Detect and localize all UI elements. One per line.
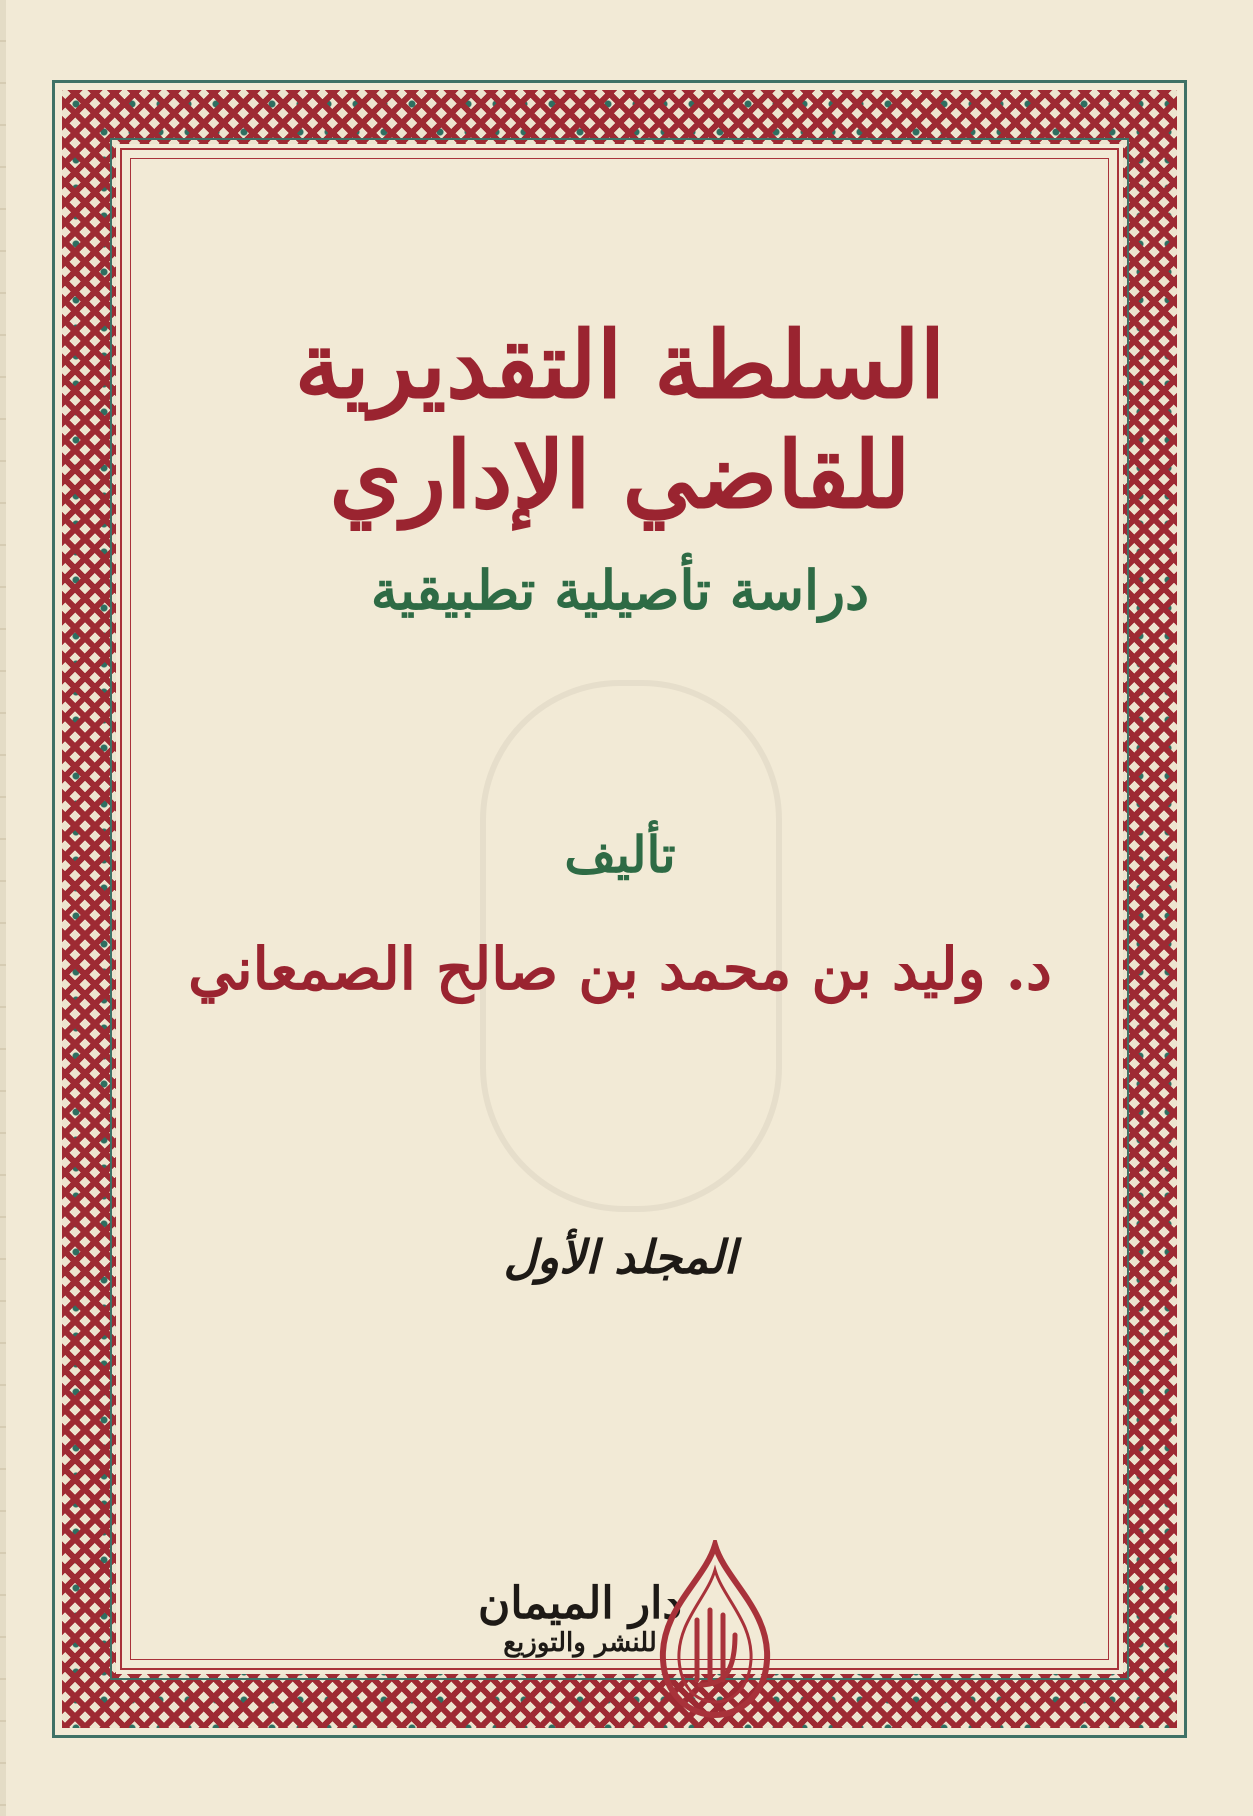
publisher-emblem-icon (655, 1540, 775, 1720)
book-title: السلطة التقديرية للقاضي الإداري (294, 311, 946, 530)
publisher-tagline: للنشر والتوزيع (503, 1628, 657, 1659)
book-subtitle: دراسة تأصيلية تطبيقية (370, 558, 870, 622)
publisher-name: دار الميمان (478, 1578, 682, 1629)
page-edge (0, 0, 6, 1816)
author-name: د. وليد بن محمد بن صالح الصمعاني (188, 935, 1052, 1003)
volume-label: المجلد الأول (503, 1230, 737, 1284)
authorship-label: تأليف (564, 825, 676, 884)
